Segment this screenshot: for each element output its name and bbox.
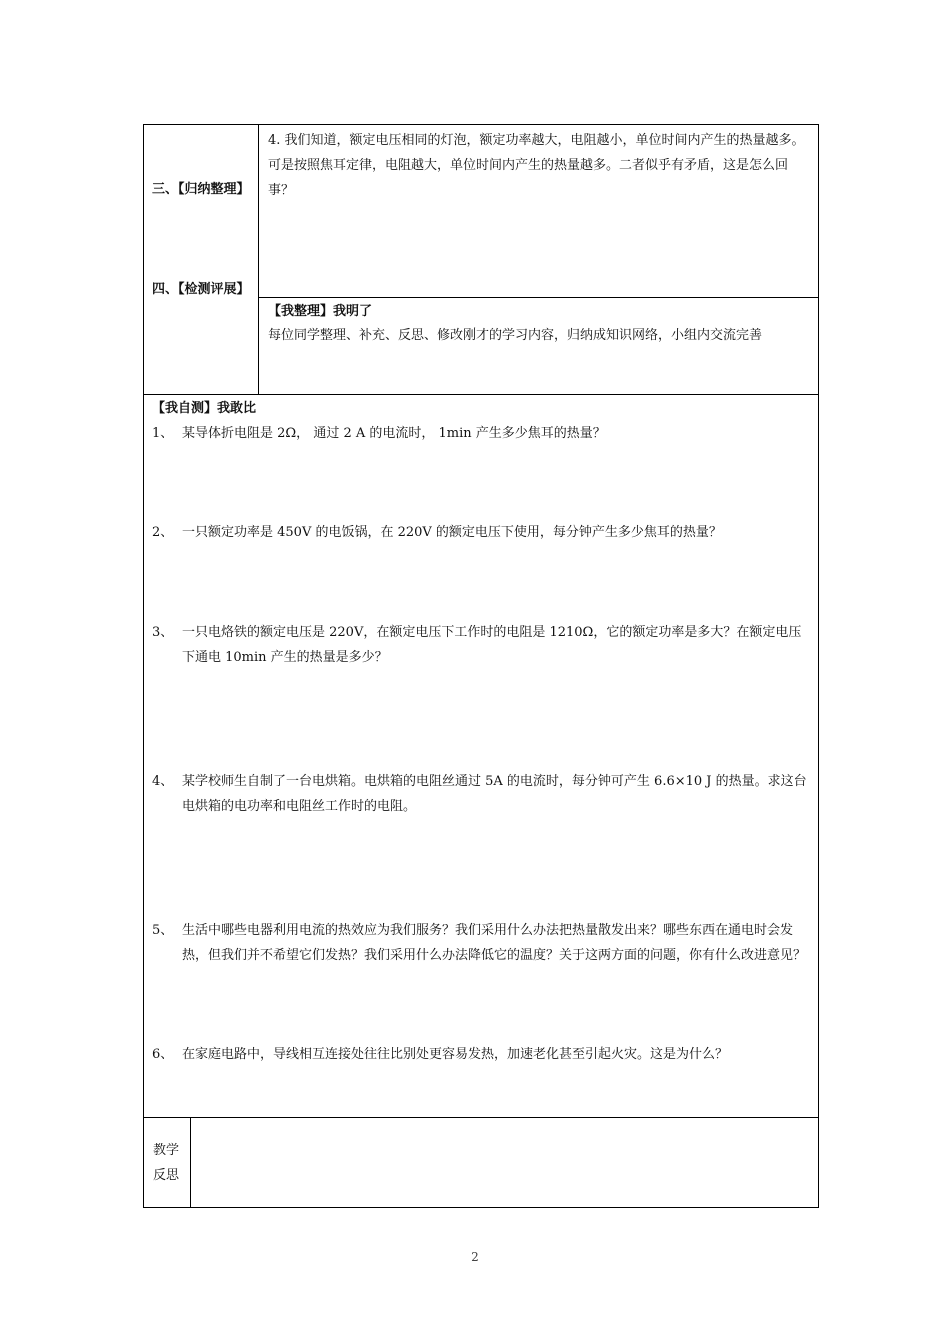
question-number: 2、 <box>152 525 174 540</box>
question-2 <box>152 520 812 545</box>
question-text: 在家庭电路中，导线相互连接处往往比别处更容易发热，加速老化甚至引起火灾。这是为什么？ <box>182 1047 729 1062</box>
question-text: 一只额定功率是 450V 的电饭锅，在 220V 的额定电压下使用，每分钟产生多少焦耳的热量？ <box>182 525 722 540</box>
question-number: 1、 <box>152 426 174 441</box>
question-text: 一只电烙铁的额定电压是 220V，在额定电压下工作时的电阻是 1210Ω，它的额定功率是多大？在额定电压下通电 10min 产生的热量是多少？ <box>182 625 802 665</box>
question-3 <box>152 620 812 670</box>
top-column-divider <box>258 124 259 395</box>
question-5 <box>152 918 812 968</box>
section-four-label: 四、【检测评展】 <box>152 282 250 297</box>
question-number: 3、 <box>152 625 174 640</box>
question-number: 5、 <box>152 923 174 938</box>
summary-heading: 【我整理】我明了 <box>268 304 373 319</box>
question-1 <box>152 421 812 446</box>
reflection-row-divider <box>143 1117 819 1118</box>
question-6 <box>152 1042 812 1067</box>
question-number: 6、 <box>152 1047 174 1062</box>
question-number: 4、 <box>152 774 174 789</box>
reflection-input-area[interactable] <box>192 1119 817 1206</box>
question-text: 某导体折电阻是 2Ω， 通过 2 A 的电流时， 1min 产生多少焦耳的热量？ <box>182 426 606 441</box>
page-number: 2 <box>471 1250 479 1264</box>
reflection-column-divider <box>190 1117 191 1208</box>
summary-text: 每位同学整理、补充、反思、修改刚才的学习内容，归纳成知识网络，小组内交流完善 <box>268 328 763 343</box>
question-text: 生活中哪些电器利用电流的热效应为我们服务？我们采用什么办法把热量散发出来？哪些东西在通电时会发热，但我们并不希望它们发热？我们采用什么办法降低它的温度？关于这两方面的问题，你有什么改进意见？ <box>182 923 807 963</box>
reflection-label-line1: 教学 <box>153 1143 180 1158</box>
item4-question: 4. 我们知道，额定电压相同的灯泡，额定功率越大，电阻越小，单位时间内产生的热量越多。可是按照焦耳定律，电阻越大，单位时间内产生的热量越多。二者似乎有矛盾，这是怎么回事？ <box>268 133 805 198</box>
question-text: 某学校师生自制了一台电烘箱。电烘箱的电阻丝通过 5A 的电流时，每分钟可产生 6.6×10 J 的热量。求这台电烘箱的电功率和电阻丝工作时的电阻。 <box>182 774 807 814</box>
reflection-label-line2: 反思 <box>153 1168 180 1183</box>
summary-row-divider <box>258 297 819 298</box>
selftest-row-divider <box>143 394 819 395</box>
selftest-heading: 【我自测】我敢比 <box>152 401 257 416</box>
question-4 <box>152 769 812 819</box>
section-three-label: 三、【归纳整理】 <box>152 182 250 197</box>
